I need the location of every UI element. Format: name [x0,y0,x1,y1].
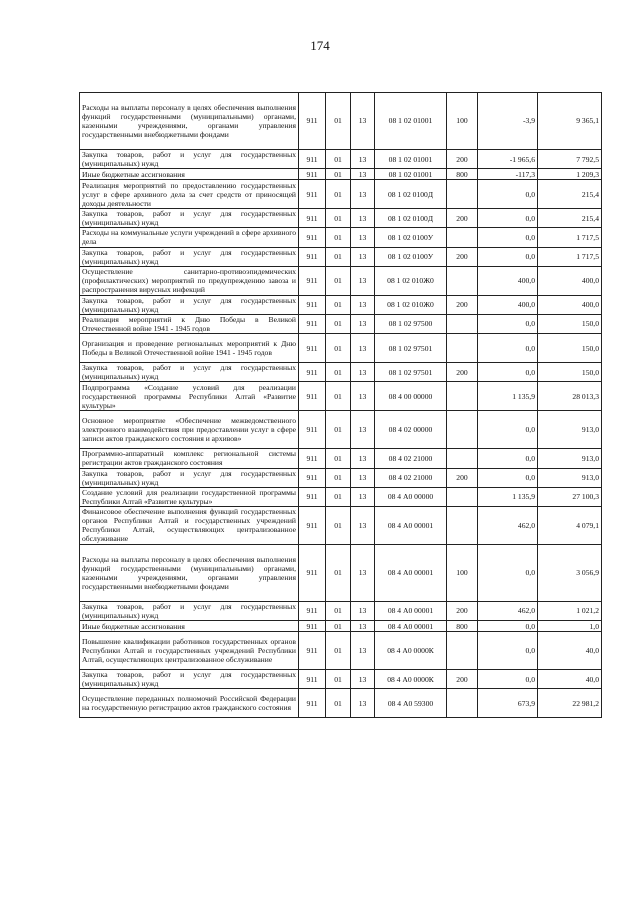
row-target-article-code: 08 4 А0 00001 [375,621,447,632]
row-section-code: 01 [326,544,351,601]
row-subsection-code: 13 [351,632,375,670]
row-target-article-code: 08 1 02 0100Д [375,180,447,209]
row-target-article-code: 08 4 02 21000 [375,468,447,487]
row-grbs-code: 911 [299,209,326,228]
row-expense-type-code: 100 [447,93,478,150]
row-subsection-code: 13 [351,449,375,468]
row-section-code: 01 [326,449,351,468]
table-row [80,487,602,506]
row-change-amount: 1 135,9 [478,382,538,411]
row-grbs-code: 911 [299,621,326,632]
table-row [80,506,602,544]
row-grbs-code: 911 [299,601,326,620]
row-grbs-code: 911 [299,632,326,670]
table-row [80,670,602,689]
row-grbs-code: 911 [299,544,326,601]
row-target-article-code: 08 1 02 0100У [375,247,447,266]
row-total-amount: 1 717,5 [538,247,602,266]
table-row [80,247,602,266]
row-total-amount: 40,0 [538,632,602,670]
row-subsection-code: 13 [351,689,375,718]
row-change-amount: 400,0 [478,266,538,295]
row-section-code: 01 [326,266,351,295]
row-target-article-code: 08 1 02 01001 [375,150,447,169]
table-row [80,228,602,247]
row-name: Иные бюджетные ассигнования [80,621,299,632]
row-target-article-code: 08 1 02 01001 [375,169,447,180]
row-change-amount: 0,0 [478,621,538,632]
row-total-amount: 400,0 [538,266,602,295]
row-section-code: 01 [326,363,351,382]
row-target-article-code: 08 1 02 0100У [375,228,447,247]
table-row [80,621,602,632]
row-grbs-code: 911 [299,468,326,487]
row-target-article-code: 08 1 02 010Ж0 [375,295,447,314]
row-target-article-code: 08 4 А0 0000К [375,632,447,670]
budget-table [79,92,602,718]
page-number: 174 [310,38,330,53]
row-name: Расходы на коммунальные услуги учреждений в сфере архивного дела [80,228,299,247]
row-total-amount: 4 079,1 [538,506,602,544]
row-section-code: 01 [326,247,351,266]
table-row [80,632,602,670]
row-grbs-code: 911 [299,228,326,247]
row-section-code: 01 [326,621,351,632]
row-target-article-code: 08 1 02 01001 [375,93,447,150]
row-total-amount: 150,0 [538,314,602,333]
row-section-code: 01 [326,93,351,150]
row-change-amount: 462,0 [478,506,538,544]
row-name: Закупка товаров, работ и услуг для государственных (муниципальных) нужд [80,363,299,382]
table-row [80,180,602,209]
row-change-amount: 1 135,9 [478,487,538,506]
table-row [80,689,602,718]
row-grbs-code: 911 [299,169,326,180]
row-section-code: 01 [326,382,351,411]
row-expense-type-code: 200 [447,150,478,169]
row-change-amount: 0,0 [478,209,538,228]
table-row [80,411,602,449]
row-expense-type-code [447,689,478,718]
row-subsection-code: 13 [351,382,375,411]
row-expense-type-code: 200 [447,468,478,487]
row-total-amount: 22 981,2 [538,689,602,718]
row-expense-type-code: 200 [447,363,478,382]
row-expense-type-code [447,314,478,333]
row-target-article-code: 08 4 А0 0000К [375,670,447,689]
row-change-amount: 462,0 [478,601,538,620]
row-name: Закупка товаров, работ и услуг для государственных (муниципальных) нужд [80,150,299,169]
row-target-article-code: 08 1 02 97500 [375,314,447,333]
row-total-amount: 150,0 [538,334,602,363]
row-name: Финансовое обеспечение выполнения функций государственных органов Республики Алтай и государственных учреждений Республики Алтай, осуществляющих централизованное обслуживание [80,506,299,544]
row-expense-type-code [447,506,478,544]
row-change-amount: 400,0 [478,295,538,314]
row-subsection-code: 13 [351,314,375,333]
row-expense-type-code: 200 [447,209,478,228]
table-row [80,449,602,468]
row-subsection-code: 13 [351,228,375,247]
row-subsection-code: 13 [351,601,375,620]
row-section-code: 01 [326,150,351,169]
row-grbs-code: 911 [299,314,326,333]
row-change-amount: 0,0 [478,247,538,266]
row-section-code: 01 [326,169,351,180]
row-grbs-code: 911 [299,266,326,295]
row-name: Расходы на выплаты персоналу в целях обеспечения выполнения функций государственными (муниципальными) органами, казенными учреждениями, органами управления государственными внебюджетными фондами [80,544,299,601]
row-total-amount: 913,0 [538,449,602,468]
row-subsection-code: 13 [351,411,375,449]
row-subsection-code: 13 [351,621,375,632]
row-name: Закупка товаров, работ и услуг для государственных (муниципальных) нужд [80,468,299,487]
row-grbs-code: 911 [299,689,326,718]
row-expense-type-code: 200 [447,295,478,314]
row-subsection-code: 13 [351,544,375,601]
table-row [80,150,602,169]
row-target-article-code: 08 4 А0 00001 [375,544,447,601]
row-subsection-code: 13 [351,295,375,314]
row-name: Реализация мероприятий по предоставлению государственных услуг в сфере архивного дела за счет средств от приносящей доходы деятельности [80,180,299,209]
row-expense-type-code [447,382,478,411]
row-target-article-code: 08 4 02 00000 [375,411,447,449]
row-expense-type-code: 800 [447,621,478,632]
row-target-article-code: 08 4 А0 59300 [375,689,447,718]
row-section-code: 01 [326,334,351,363]
row-section-code: 01 [326,468,351,487]
row-expense-type-code: 100 [447,544,478,601]
row-change-amount: 0,0 [478,363,538,382]
row-name: Иные бюджетные ассигнования [80,169,299,180]
row-expense-type-code [447,334,478,363]
row-change-amount: 0,0 [478,670,538,689]
row-total-amount: 27 100,3 [538,487,602,506]
row-change-amount: -1 965,6 [478,150,538,169]
row-name: Реализация мероприятий к Дню Победы в Великой Отечественной войне 1941 - 1945 годов [80,314,299,333]
row-section-code: 01 [326,295,351,314]
table-row [80,468,602,487]
row-subsection-code: 13 [351,180,375,209]
row-expense-type-code [447,487,478,506]
table-row [80,93,602,150]
table-row [80,334,602,363]
row-name: Создание условий для реализации государственной программы Республики Алтай «Развитие культуры» [80,487,299,506]
row-name: Расходы на выплаты персоналу в целях обеспечения выполнения функций государственными (муниципальными) органами, казенными учреждениями, органами управления государственными внебюджетными фондами [80,93,299,150]
row-expense-type-code [447,449,478,468]
row-grbs-code: 911 [299,449,326,468]
row-subsection-code: 13 [351,363,375,382]
row-name: Программно-аппаратный комплекс региональной системы регистрации актов гражданского состояния [80,449,299,468]
row-grbs-code: 911 [299,180,326,209]
row-section-code: 01 [326,487,351,506]
row-total-amount: 3 056,9 [538,544,602,601]
row-expense-type-code [447,266,478,295]
row-target-article-code: 08 4 А0 00001 [375,601,447,620]
row-subsection-code: 13 [351,334,375,363]
row-grbs-code: 911 [299,334,326,363]
row-section-code: 01 [326,632,351,670]
row-expense-type-code: 200 [447,247,478,266]
row-total-amount: 1 021,2 [538,601,602,620]
row-change-amount: 673,9 [478,689,538,718]
row-total-amount: 913,0 [538,411,602,449]
row-section-code: 01 [326,689,351,718]
row-name: Организация и проведение региональных мероприятий к Дню Победы в Великой Отечественной войне 1941 - 1945 годов [80,334,299,363]
row-target-article-code: 08 4 А0 00000 [375,487,447,506]
row-section-code: 01 [326,506,351,544]
row-subsection-code: 13 [351,670,375,689]
row-change-amount: 0,0 [478,314,538,333]
row-expense-type-code: 800 [447,169,478,180]
row-grbs-code: 911 [299,411,326,449]
row-name: Осуществление переданных полномочий Российской Федерации на государственную регистрацию актов гражданского состояния [80,689,299,718]
row-change-amount: 0,0 [478,180,538,209]
row-target-article-code: 08 1 02 010Ж0 [375,266,447,295]
row-name: Основное мероприятие «Обеспечение межведомственного электронного взаимодействия при предоставлении услуг в сфере записи актов гражданского состояния и архивов» [80,411,299,449]
row-section-code: 01 [326,228,351,247]
table-row [80,382,602,411]
row-name: Подпрограмма «Создание условий для реализации государственной программы Республики Алтай «Развитие культуры» [80,382,299,411]
row-name: Закупка товаров, работ и услуг для государственных (муниципальных) нужд [80,209,299,228]
row-section-code: 01 [326,601,351,620]
row-expense-type-code [447,180,478,209]
table-row [80,169,602,180]
row-change-amount: 0,0 [478,544,538,601]
row-grbs-code: 911 [299,93,326,150]
row-section-code: 01 [326,180,351,209]
table-row [80,601,602,620]
row-expense-type-code: 200 [447,670,478,689]
row-grbs-code: 911 [299,295,326,314]
row-grbs-code: 911 [299,487,326,506]
row-change-amount: -3,9 [478,93,538,150]
row-change-amount: 0,0 [478,411,538,449]
row-total-amount: 1 209,3 [538,169,602,180]
row-subsection-code: 13 [351,506,375,544]
row-subsection-code: 13 [351,93,375,150]
row-target-article-code: 08 1 02 97501 [375,334,447,363]
table-row [80,363,602,382]
row-grbs-code: 911 [299,382,326,411]
row-section-code: 01 [326,209,351,228]
row-total-amount: 400,0 [538,295,602,314]
row-expense-type-code: 200 [447,601,478,620]
row-total-amount: 1,0 [538,621,602,632]
row-grbs-code: 911 [299,247,326,266]
row-grbs-code: 911 [299,670,326,689]
row-subsection-code: 13 [351,266,375,295]
row-total-amount: 7 792,5 [538,150,602,169]
row-total-amount: 9 365,1 [538,93,602,150]
row-expense-type-code [447,411,478,449]
row-subsection-code: 13 [351,487,375,506]
row-subsection-code: 13 [351,468,375,487]
row-grbs-code: 911 [299,363,326,382]
row-section-code: 01 [326,411,351,449]
table-row [80,209,602,228]
row-target-article-code: 08 4 00 00000 [375,382,447,411]
row-grbs-code: 911 [299,506,326,544]
row-change-amount: -117,3 [478,169,538,180]
row-target-article-code: 08 4 02 21000 [375,449,447,468]
row-expense-type-code [447,228,478,247]
row-section-code: 01 [326,670,351,689]
row-name: Повышение квалификации работников государственных органов Республики Алтай и государственных учреждений Республики Алтай, осуществляющих централизованное обслуживание [80,632,299,670]
row-name: Осуществление санитарно-противоэпидемических (профилактических) мероприятий по предупреждению завоза и распространения вирусных инфекций [80,266,299,295]
row-total-amount: 28 013,3 [538,382,602,411]
row-change-amount: 0,0 [478,449,538,468]
row-target-article-code: 08 1 02 97501 [375,363,447,382]
row-total-amount: 150,0 [538,363,602,382]
row-total-amount: 1 717,5 [538,228,602,247]
row-grbs-code: 911 [299,150,326,169]
row-expense-type-code [447,632,478,670]
table-row [80,314,602,333]
row-name: Закупка товаров, работ и услуг для государственных (муниципальных) нужд [80,247,299,266]
row-total-amount: 913,0 [538,468,602,487]
row-section-code: 01 [326,314,351,333]
row-subsection-code: 13 [351,209,375,228]
row-total-amount: 215,4 [538,180,602,209]
row-name: Закупка товаров, работ и услуг для государственных (муниципальных) нужд [80,295,299,314]
row-change-amount: 0,0 [478,228,538,247]
row-name: Закупка товаров, работ и услуг для государственных (муниципальных) нужд [80,670,299,689]
row-change-amount: 0,0 [478,632,538,670]
row-target-article-code: 08 4 А0 00001 [375,506,447,544]
row-subsection-code: 13 [351,150,375,169]
row-target-article-code: 08 1 02 0100Д [375,209,447,228]
table-row [80,266,602,295]
row-change-amount: 0,0 [478,468,538,487]
row-name: Закупка товаров, работ и услуг для государственных (муниципальных) нужд [80,601,299,620]
row-total-amount: 215,4 [538,209,602,228]
row-change-amount: 0,0 [478,334,538,363]
row-total-amount: 40,0 [538,670,602,689]
table-row [80,544,602,601]
row-subsection-code: 13 [351,169,375,180]
table-row [80,295,602,314]
row-subsection-code: 13 [351,247,375,266]
